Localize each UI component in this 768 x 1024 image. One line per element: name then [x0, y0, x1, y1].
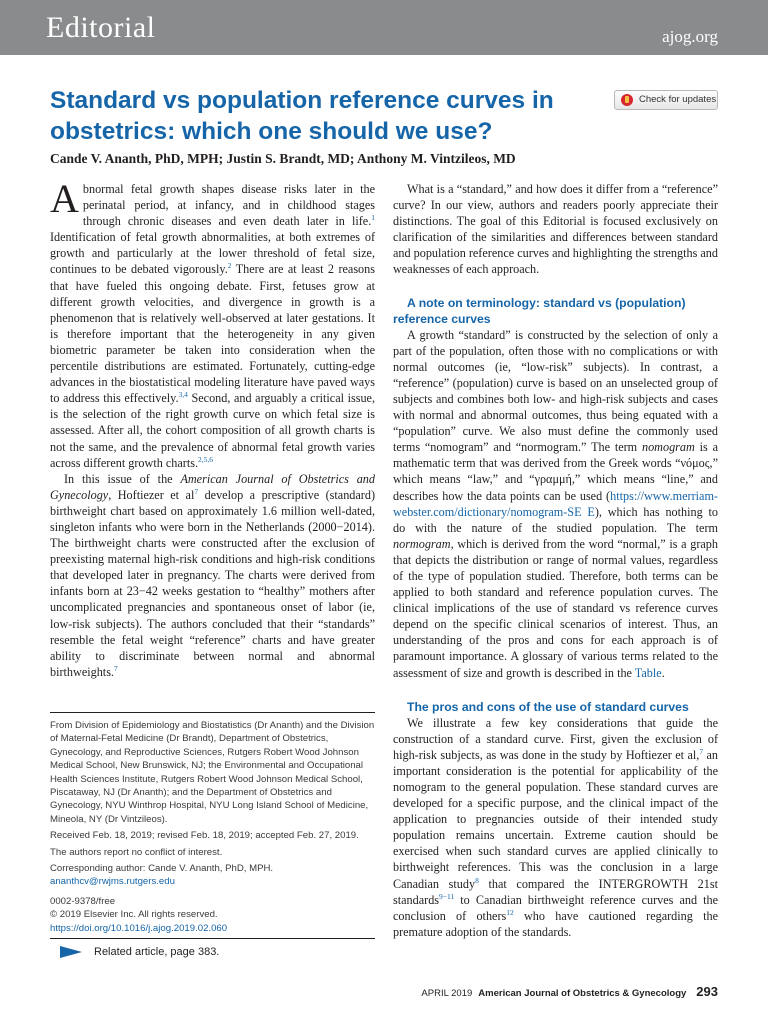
- check-updates-label: Check for updates: [639, 94, 717, 105]
- related-article[interactable]: [50, 938, 375, 958]
- section-heading-pros-cons: The pros and cons of the use of standard curves: [407, 699, 689, 714]
- header-bar: [0, 0, 768, 55]
- footnotes: [50, 712, 375, 938]
- column-left: [50, 176, 375, 680]
- citation[interactable]: 8: [475, 875, 479, 885]
- conflict-statement: The authors report no conflict of interest.: [50, 846, 223, 858]
- table-link[interactable]: Table: [634, 665, 662, 680]
- paragraph-terminology: A growth “standard” is constructed by the selection of only a part of the population, often those with no complications or with normal outcomes (ie, “low-risk” subjects). In contrast, a “reference” (population) curve is based on an unselected group of subjects and combines both low- and high-risk subjects and cases with normal and abnormal outcomes, thus being equated with a “population” curve. We also must define the commonly used terms “nomogram” and “normogram.” The term nomogram is a mathematic term that was derived from the Greek words “νόμος,” which means “law,” and “γραμμή,” which means “line,” and describes how the data points can be used (https://www.merriam-webster.com/dictionary/nomogram-SE E), which has nothing to do with the nature of the studied population. The term normogram, which is derived from the word “normal,” is a graph that depicts the distribution or range of normal values, regardless of the type of population studied. Therefore, both terms can be applied to both standard and reference population curves. The clinical implications of the use of standard vs reference curves depend on the specific clinical scenarios of interest. Thus, an understanding of the pros and cons for each approach is of paramount importance. A glossary of various terms related to the assessment of size and growth is described in the Table.: [393, 327, 718, 680]
- email-link[interactable]: ananthcv@rwjms.rutgers.edu: [50, 876, 175, 888]
- issue-date: APRIL 2019: [421, 988, 473, 999]
- citation[interactable]: 2,5,6: [198, 454, 214, 464]
- citation[interactable]: 2: [227, 261, 232, 271]
- citation[interactable]: 12: [506, 907, 514, 917]
- corresponding-author: Corresponding author: Cande V. Ananth, PhD, MPH. ananthcv@rwjms.rutgers.edu: [50, 863, 274, 888]
- check-for-updates-button[interactable]: [614, 90, 718, 110]
- author-list: Cande V. Ananth, PhD, MPH; Justin S. Brandt, MD; Anthony M. Vintzileos, MD: [50, 151, 516, 166]
- site-url[interactable]: ajog.org: [662, 27, 718, 46]
- citation[interactable]: 7: [194, 486, 199, 496]
- citation[interactable]: 3,4: [178, 390, 188, 400]
- section-label: Editorial: [46, 11, 156, 44]
- drop-cap: A: [50, 176, 79, 221]
- doi-link[interactable]: https://doi.org/10.1016/j.ajog.2019.02.060: [50, 922, 228, 934]
- paragraph-this-issue: In this issue of the American Journal of Obstetrics and Gynecology, Hoftiezer et $al^7$ develop a prescriptive (standard) birthweight chart based on approximately 1.6 million well-dated, singleton infants who were born in the Netherlands (2000−2014). The birthweight charts were constructed after the exclusion of preexisting maternal high-risk conditions and high-risk conditions that developed later in pregnancy. The charts were derived from infants born at 23−42 weeks gestation to “healthy” mothers after uncomplicated pregnancies and spontaneous onset of labor (ie, low-risk subjects). The authors concluded that their “standards” resemble the fetal weight “reference” charts and have greater ability to discriminate between normal and abnormal birthweights.$^7$: [50, 471, 375, 679]
- copyright: © 2019 Elsevier Inc. All rights reserved.: [50, 909, 218, 921]
- citation[interactable]: 9−11: [439, 891, 455, 901]
- page-number: 293: [696, 984, 718, 999]
- dictionary-link[interactable]: https://www.merriam-webster.com/dictionary/nomogram-SE E: [393, 488, 718, 519]
- crossmark-icon: [621, 94, 633, 106]
- citation[interactable]: 7: [113, 663, 118, 673]
- related-label: Related article, page 383.: [94, 946, 220, 958]
- column-right: [393, 181, 718, 940]
- section-heading-terminology: A note on terminology: standard vs (population) reference curves: [393, 295, 686, 326]
- received-dates: Received Feb. 18, 2019; revised Feb. 18, 2019; accepted Feb. 27, 2019.: [50, 830, 359, 842]
- article-title: Standard vs population reference curves in obstetrics: which one should we use?: [50, 87, 554, 145]
- journal-name: American Journal of Obstetrics & Gynecology: [478, 988, 687, 999]
- citation[interactable]: 7: [699, 746, 704, 756]
- citation[interactable]: 1: [371, 213, 375, 223]
- paragraph-question: What is a “standard,” and how does it differ from a “reference” curve? In our view, authors and readers poorly appreciate their distinctions. The goal of this Editorial is focused exclusively on clarification of the similarities and differences between standard and population reference curves and highlighting the strengths and weaknesses of each approach.: [393, 182, 718, 277]
- issn: 0002-9378/free: [50, 895, 116, 907]
- affiliation: From Division of Epidemiology and Biostatistics (Dr Ananth) and the Division of Maternal-Fetal Medicine (Dr Brandt), Department of Obstetrics, Gynecology, and Reproductive Sciences, Rutgers Robert Wood Johnson Medical School, New Brunswick, NJ; the Environmental and Occupational Health Sciences Institute, Rutgers Robert Wood Johnson Medical School, Piscataway, NJ (Dr Ananth); and the Department of Obstetrics and Gynecology, NYU Winthrop Hospital, NYU Long Island School of Medicine, Mineola, NY (Dr Vintzileos).: [50, 720, 375, 825]
- page-footer: [421, 984, 718, 999]
- paragraph-intro: Abnormal fetal growth shapes disease risks later in the perinatal period, at infancy, and in childhood stages through chronic diseases and even death later in life.$^1$ Identification of fetal growth abnormalities, at both extremes of growth and particularly at the lower threshold of fetal size, continues to be debated vigorously.$^2$ There are at least 2 reasons that have fueled this ongoing debate. First, fetuses grow at different growth velocities, and divergence in growth is a phenomenon that is relatively well-observed at later gestations. It is therefore important that the heterogeneity in any given biometric parameter be taken into consideration when the percentile distributions are estimated. Fortunately, cutting-edge advances in the biostatistical modeling literature have paved ways to address this effectively.$^{3,4}$ Second, and arguably a critical issue, is the selection of the right growth curve on which fetal size is assessed. After all, the cohort composition of all growth charts is not the same, and the prevalence of abnormal fetal growth varies across different growth charts.$^{2,5,6}$: [50, 176, 375, 470]
- arrow-right-icon: [60, 946, 82, 958]
- paragraph-standard-curves: We illustrate a few key considerations that guide the construction of a standard curve. First, given the exclusion of high-risk subjects, as was done in the study by Hoftiezer et al,$^7$ an important consideration is the potential for applicability of the nomogram to the general population. These standard curves are developed for a specific purpose, and the clinical impact of the application to pregnancies outside of their intended study population remains uncertain. Extreme caution should be exercised when such standard curves are applied clinically to birthweight references. This was the conclusion in a large Canadian study$^8$ that compared the INTERGROWTH 21st standards$^{9-11}$ to Canadian birthweight reference curves and the conclusion of others$^{12}$ who have cautioned regarding the premature adoption of the standards.: [393, 715, 718, 939]
